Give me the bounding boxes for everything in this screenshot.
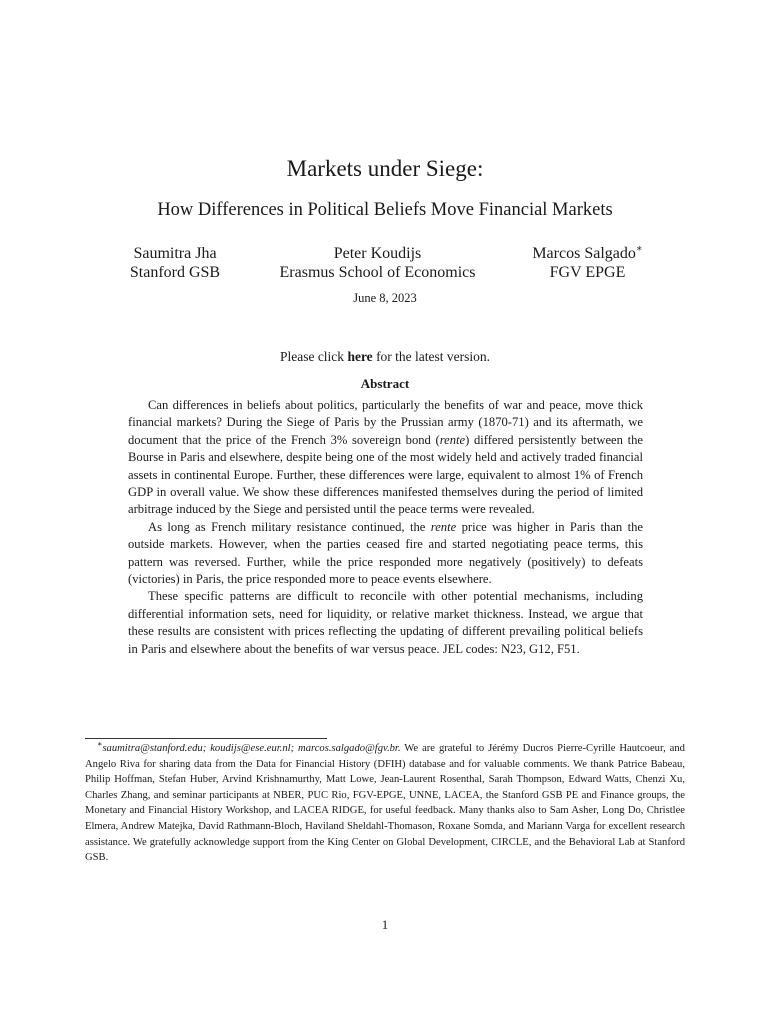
author-affiliation: Stanford GSB <box>129 264 221 281</box>
abstract-paragraph-3: These specific patterns are difficult to reconcile with other potential mechanisms, including differential information sets, need for liquidity, or relative market thickness. Instead, we argue that these results are consistent with prices reflecting the updating of different prevailing political beliefs in Paris and elsewhere about the benefits of war versus peace. JEL codes: N23, G12, F51. <box>128 589 643 656</box>
author-salgado <box>515 244 660 282</box>
abstract-italic-term: rente <box>439 432 466 447</box>
page-number: 1 <box>381 917 389 932</box>
author-name: Saumitra Jha <box>133 245 217 262</box>
author-jha <box>95 244 255 282</box>
footnote-emails[interactable]: saumitra@stanford.edu; koudijs@ese.eur.nl; marcos.salgado@fgv.br. <box>102 743 401 754</box>
author-koudijs <box>255 244 500 282</box>
abstract-text: As long as French military resistance continued, the <box>148 519 431 534</box>
abstract-paragraph-1 <box>128 397 643 519</box>
abstract-text: Can differences in beliefs about politics, particularly the benefits of war and peace, move thick financial markets? During the Siege of Paris by the Prussian army (1870-71) and its aftermath, we document that the price of the French 3% sovereign bond ( <box>128 398 643 447</box>
footnote-marker[interactable]: ∗ <box>635 243 643 255</box>
abstract-text: ) differed persistently between the Bourse in Paris and elsewhere, despite being one of the most widely held and actively traded financial assets in continental Europe. Further, these differences were large, equivalent to almost 1% of French GDP in overall value. We show these differences manifested themselves during the period of limited arbitrage induced by the Siege and persisted until the peace terms were revealed. <box>128 432 643 517</box>
author-affiliation: Erasmus School of Economics <box>279 264 476 281</box>
paper-subtitle: How Differences in Political Beliefs Move Financial Markets <box>157 200 613 220</box>
latest-version-suffix: for the latest version. <box>372 349 491 364</box>
latest-version-line <box>0 349 770 365</box>
abstract-italic-term: rente <box>430 519 457 534</box>
paper-date: June 8, 2023 <box>353 291 417 305</box>
footnote-text: We are grateful to Jérémy Ducros Pierre-Cyrille Hautcoeur, and Angelo Riva for sharing data from the Data for Financial History (DFIH) database and for valuable comments. We thank Patrice Babeau, Philip Hoffman, Stefan Huber, Arvind Krishnamurthy, Matt Lowe, Jean-Laurent Rosenthal, Sarah Thompson, Edward Watts, Chenzi Xu, Charles Zhang, and seminar participants at NBER, PUC Rio, FGV-EPGE, UNNE, LACEA, the Stanford GSB PE and Finance groups, the Monetary and Financial History Workshop, and LACEA RIDGE, for useful feedback. Many thanks also to Sam Asher, Long Do, Christlee Elmera, Andrew Matejka, David Rathmann-Bloch, Haviland Sheldahl-Thomason, Roxane Somda, and Mariann Varga for excellent research assistance. We gratefully acknowledge support from the King Center on Global Development, CIRCLE, and the Behavioral Lab at Stanford GSB. <box>85 743 685 864</box>
author-affiliation: FGV EPGE <box>549 264 626 281</box>
footnote-mark: ∗ <box>97 739 103 749</box>
author-name: Marcos Salgado <box>532 245 636 262</box>
footnote-rule <box>85 738 327 739</box>
abstract-text: price was higher in Paris than the outside markets. However, when the parties ceased fire and started negotiating peace terms, this pattern was reversed. Further, while the price responded more negatively (positively) to defeats (victories) in Paris, the price responded more to peace events elsewhere. <box>128 519 643 587</box>
latest-version-prefix: Please click <box>279 349 348 364</box>
abstract-body <box>128 397 643 658</box>
author-name: Peter Koudijs <box>333 245 422 262</box>
abstract-heading: Abstract <box>360 376 410 391</box>
abstract-paragraph-2 <box>128 519 643 589</box>
footnote <box>85 741 685 866</box>
latest-version-link[interactable]: here <box>347 349 373 364</box>
paper-title: Markets under Siege: <box>286 156 484 181</box>
